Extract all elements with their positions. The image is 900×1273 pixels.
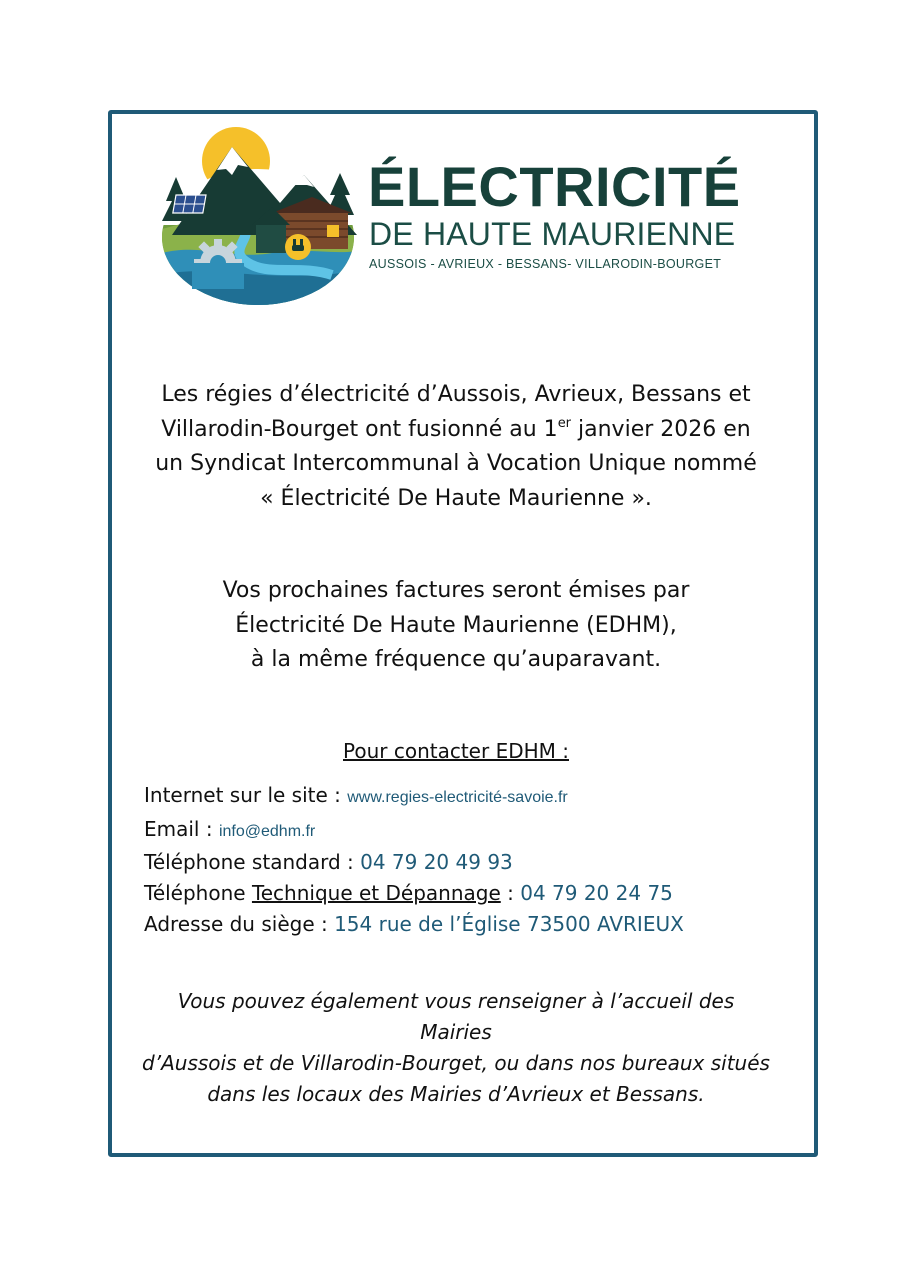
tech-phone-number[interactable]: 04 79 20 24 75 (520, 881, 673, 906)
billing-line: à la même fréquence qu’auparavant. (250, 647, 662, 672)
billing-line: Électricité De Haute Maurienne (EDHM), (235, 612, 677, 638)
contact-email-row (144, 814, 804, 848)
contact-address-row (144, 909, 804, 940)
billing-notice (140, 574, 772, 678)
contact-heading: Pour contacter EDHM : (343, 739, 569, 763)
tech-phone-label-separator: : (500, 881, 521, 906)
tech-phone-label-underlined: Technique et Dépannage (251, 881, 501, 906)
contact-phone-row (144, 847, 804, 878)
announcement-text: Villarodin-Bourget ont fusionné au 1 (161, 416, 558, 442)
contact-list (144, 780, 804, 940)
mountain-landscape-logo-icon (162, 125, 357, 307)
contact-tech-phone-row (144, 878, 804, 909)
website-label: Internet sur le site : (144, 783, 348, 807)
closing-line: dans les locaux des Mairies d’Avrieux et Bessans. (207, 1082, 705, 1106)
announcement-line: Les régies d’électricité d’Aussois, Avrieux, Bessans et (161, 382, 751, 407)
address-value: 154 rue de l’Église 73500 AVRIEUX (334, 911, 684, 936)
closing-note (140, 986, 772, 1110)
address-label: Adresse du siège : (144, 911, 335, 936)
phone-number[interactable]: 04 79 20 49 93 (360, 850, 513, 875)
email-label: Email : (144, 816, 219, 841)
contact-website-row (144, 780, 804, 814)
closing-line: Vous pouvez également vous renseigner à l’accueil des Mairies (177, 989, 735, 1044)
merger-announcement (140, 378, 772, 516)
announcement-text: janvier 2026 en (571, 416, 751, 442)
email-link[interactable]: info@edhm.fr (218, 822, 316, 840)
announcement-line: « Électricité De Haute Maurienne ». (260, 485, 652, 511)
website-link[interactable]: www.regies-electricité-savoie.fr (347, 789, 568, 806)
announcement-line (140, 413, 772, 448)
announcement-line: un Syndicat Intercommunal à Vocation Unique nommé (155, 451, 757, 476)
billing-line: Vos prochaines factures seront émises par (222, 578, 690, 603)
tech-phone-label-prefix: Téléphone (144, 881, 252, 906)
brand-towns: AUSSOIS - AVRIEUX - BESSANS- VILLARODIN-BOURGET (369, 257, 722, 271)
ordinal-superscript: er (557, 415, 572, 431)
closing-line: d’Aussois et de Villarodin-Bourget, ou dans nos bureaux situés (142, 1051, 770, 1075)
phone-label: Téléphone standard : (144, 850, 361, 875)
brand-title: ÉLECTRICITÉ (368, 155, 741, 218)
brand-subtitle: DE HAUTE MAURIENNE (369, 216, 736, 252)
